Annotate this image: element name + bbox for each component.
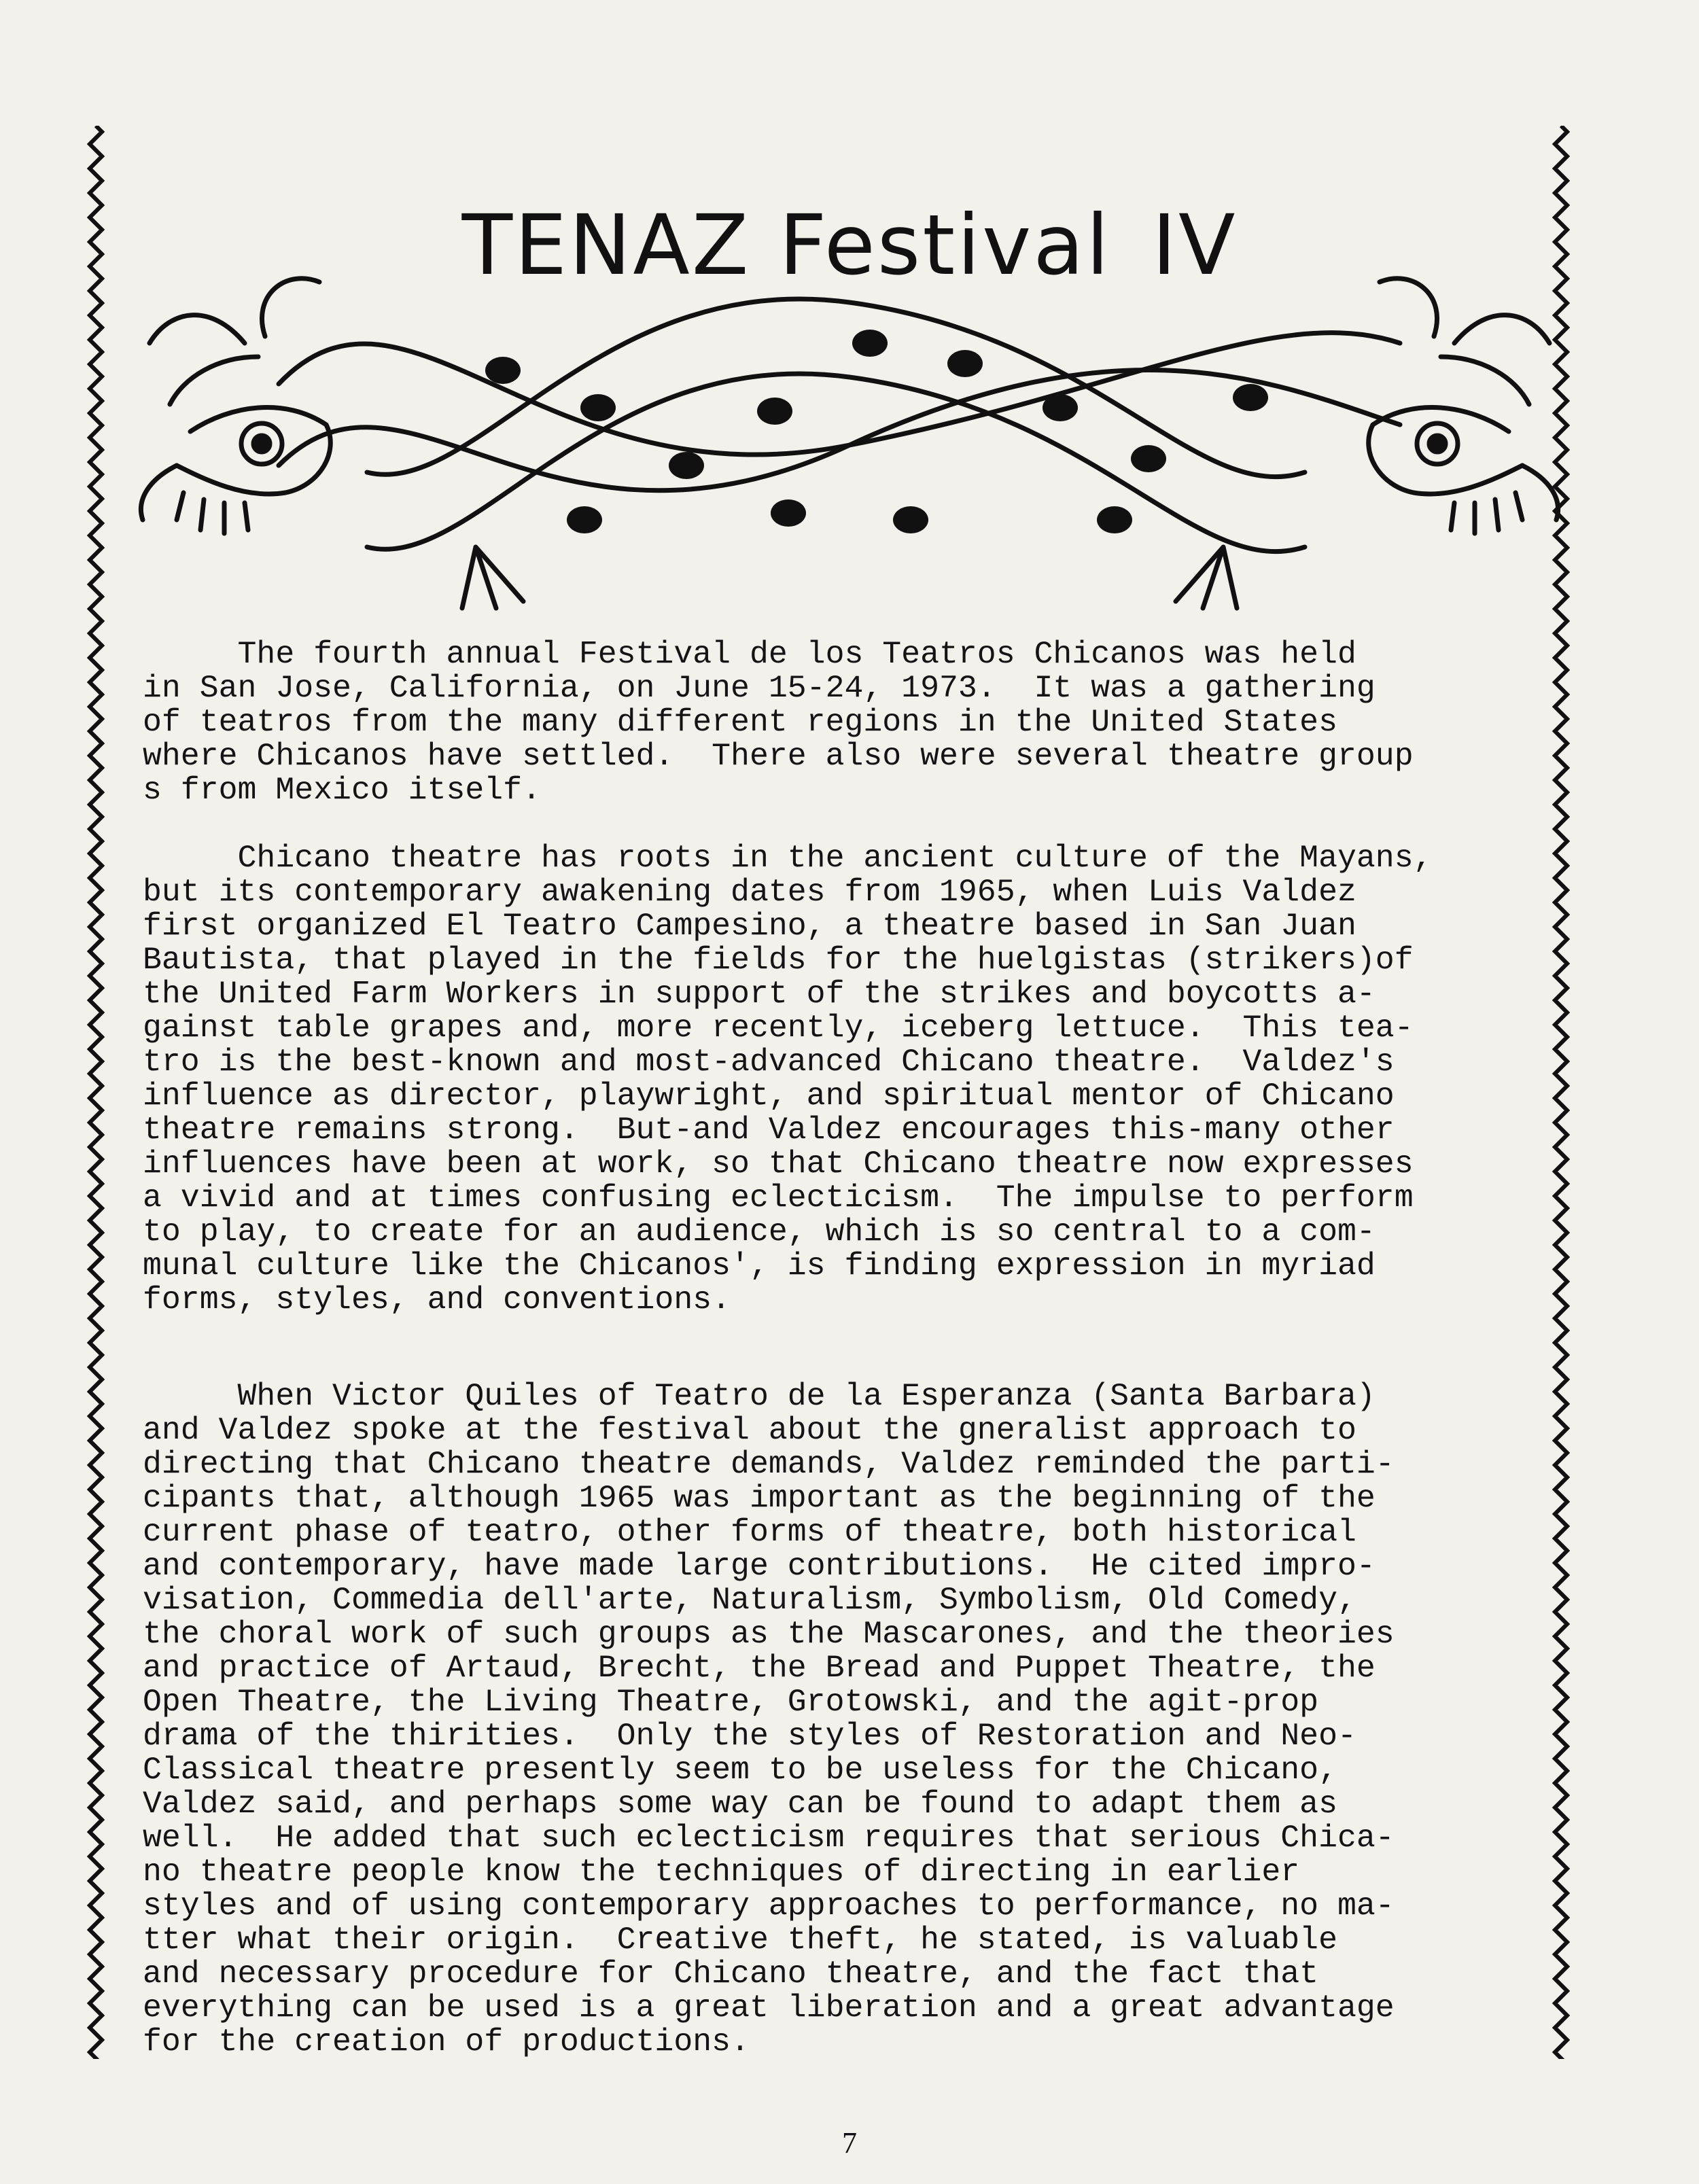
paragraph-3 [143, 1379, 1549, 2059]
text-line: and practice of Artaud, Brecht, the Bread and Puppet Theatre, the [143, 1650, 1376, 1686]
title-numeral: IV [1151, 196, 1238, 294]
title-text: TENAZ Festival [461, 196, 1111, 294]
text-line: the United Farm Workers in support of the strikes and boycotts a- [143, 976, 1376, 1012]
text-line: a vivid and at times confusing eclecticism. The impulse to perform [143, 1180, 1414, 1216]
text-line: Bautista, that played in the fields for the huelgistas (strikers)of [143, 942, 1414, 978]
text-line: the choral work of such groups as the Mascarones, and the theories [143, 1616, 1395, 1652]
paragraph-1 [143, 637, 1549, 807]
text-line: influences have been at work, so that Chicano theatre now expresses [143, 1146, 1414, 1182]
text-line: influence as director, playwright, and spiritual mentor of Chicano [143, 1078, 1395, 1114]
article-body [143, 637, 1549, 2059]
text-line: no theatre people know the techniques of directing in earlier [143, 1854, 1300, 1890]
text-line: munal culture like the Chicanos', is finding expression in myriad [143, 1248, 1376, 1284]
text-line: and Valdez spoke at the festival about the gneralist approach to [143, 1412, 1356, 1448]
page-number: 7 [842, 2126, 857, 2160]
text-line: but its contemporary awakening dates from 1965, when Luis Valdez [143, 874, 1356, 910]
text-line: Chicano theatre has roots in the ancient culture of the Mayans, [143, 840, 1433, 876]
text-line: and necessary procedure for Chicano theatre, and the fact that [143, 1956, 1319, 1992]
text-line: for the creation of productions. [143, 2024, 750, 2060]
text-line: gainst table grapes and, more recently, iceberg lettuce. This tea- [143, 1010, 1414, 1046]
text-line: drama of the thirities. Only the styles of Restoration and Neo- [143, 1718, 1356, 1754]
text-line: and contemporary, have made large contributions. He cited impro- [143, 1548, 1376, 1584]
text-line: to play, to create for an audience, which is so central to a com- [143, 1214, 1376, 1250]
text-line: s from Mexico itself. [143, 772, 541, 808]
text-line: current phase of teatro, other forms of theatre, both historical [143, 1514, 1356, 1550]
text-line: Valdez said, and perhaps some way can be found to adapt them as [143, 1786, 1337, 1822]
text-line: styles and of using contemporary approaches to performance, no ma- [143, 1888, 1395, 1924]
text-line: tter what their origin. Creative theft, he stated, is valuable [143, 1922, 1337, 1958]
text-line: The fourth annual Festival de los Teatros Chicanos was held [143, 636, 1356, 672]
text-line: everything can be used is a great liberation and a great advantage [143, 1990, 1395, 2026]
text-line: well. He added that such eclecticism requires that serious Chica- [143, 1820, 1395, 1856]
paragraph-2 [143, 841, 1549, 1317]
text-line: theatre remains strong. But-and Valdez encourages this-many other [143, 1112, 1395, 1148]
text-line: directing that Chicano theatre demands, Valdez reminded the parti- [143, 1446, 1395, 1482]
text-line: Classical theatre presently seem to be useless for the Chicano, [143, 1752, 1337, 1788]
text-line: tro is the best-known and most-advanced Chicano theatre. Valdez's [143, 1044, 1395, 1080]
text-line: visation, Commedia dell'arte, Naturalism, Symbolism, Old Comedy, [143, 1582, 1356, 1618]
text-line: where Chicanos have settled. There also were several theatre group [143, 738, 1414, 774]
text-line: cipants that, although 1965 was important as the beginning of the [143, 1480, 1376, 1516]
double-headed-serpent-icon [122, 262, 1577, 629]
text-line: Open Theatre, the Living Theatre, Grotowski, and the agit-prop [143, 1684, 1319, 1720]
text-line: forms, styles, and conventions. [143, 1282, 731, 1318]
text-line: in San Jose, California, on June 15-24, 1973. It was a gathering [143, 670, 1376, 706]
text-line: When Victor Quiles of Teatro de la Esperanza (Santa Barbara) [143, 1378, 1376, 1414]
text-line: of teatros from the many different regions in the United States [143, 704, 1337, 740]
text-line: first organized El Teatro Campesino, a theatre based in San Juan [143, 908, 1356, 944]
left-wavy-border [87, 126, 105, 2059]
